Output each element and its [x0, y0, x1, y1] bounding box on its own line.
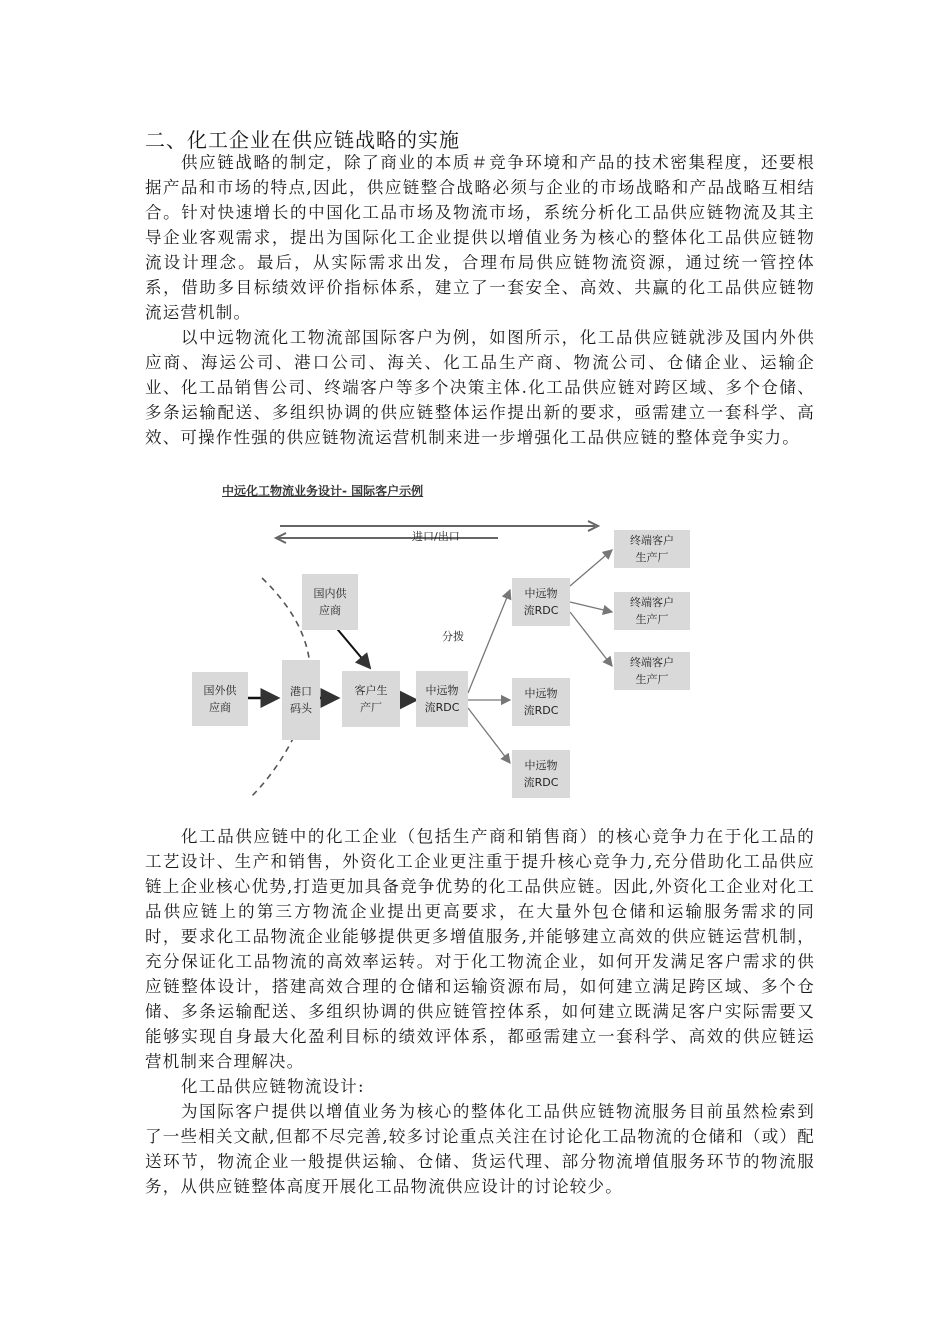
arrow-to-end-customer-3 — [570, 612, 612, 666]
paragraph-design-discussion: 为国际客户提供以增值业务为核心的整体化工品供应链物流服务目前虽然检索到了一些相关文献,但都不尽完善,较多讨论重点关注在讨论化工品物流的仓储和（或）配送环节，物流企业一般提供运输、仓储、货运代理、部分物流增值服务环节的物流服务，从供应链整体高度开展化工品物流供应设计的讨论较少。 — [145, 1102, 815, 1196]
node-end-customer-3: 终端客户 生产厂 — [614, 652, 690, 690]
diagram-title: 中远化工物流业务设计- 国际客户示例 — [222, 484, 424, 498]
node-rdc-bottom: 中远物 流RDC — [512, 750, 570, 798]
node-foreign-supplier: 国外供 应商 — [192, 672, 248, 726]
arrow-rdc-to-rdc-top — [468, 590, 510, 693]
node-rdc-top: 中远物 流RDC — [512, 578, 570, 626]
paragraph-strategy: 供应链战略的制定，除了商业的本质＃竞争环境和产品的技术密集程度，还要根据产品和市场的特点,因此，供应链整合战略必须与企业的市场战略和产品战略互相结合。针对快速增长的中国化工品市场及物流市场，系统分析化工品供应链物流及其主导企业客观需求，提出为国际化工企业提供以增值业务为核心的整体化工品供应链物流设计理念。最后，从实际需求出发，合理布局供应链物流资源，通过统一管控体系，借助多目标绩效评价指标体系，建立了一套安全、高效、共赢的化工品供应链物流运营机制。 — [145, 153, 815, 322]
allocation-label: 分拨 — [442, 630, 464, 643]
node-rdc-main: 中远物 流RDC — [416, 671, 468, 727]
arrow-rdc-to-rdc-bottom — [468, 708, 510, 763]
node-domestic-supplier: 国内供 应商 — [302, 574, 358, 630]
section-heading: 二、化工企业在供应链战略的实施 — [145, 128, 460, 152]
supply-chain-diagram — [180, 478, 740, 808]
node-end-customer-2: 终端客户 生产厂 — [614, 592, 690, 630]
node-rdc-mid: 中远物 流RDC — [512, 678, 570, 726]
node-port-terminal: 港口 码头 — [282, 660, 320, 740]
arrow-to-end-customer-2 — [570, 602, 612, 612]
node-end-customer-1: 终端客户 生产厂 — [614, 530, 690, 568]
node-customer-factory: 客户生 产厂 — [342, 671, 400, 727]
paragraph-core-competence: 化工品供应链中的化工企业（包括生产商和销售商）的核心竞争力在于化工品的工艺设计、生产和销售，外资化工企业更注重于提升核心竞争力,充分借助化工品供应链上企业核心优势,打造更加具备竞争优势的化工品供应链。因此,外资化工企业对化工品供应链上的第三方物流企业提出更高要求，在大量外包仓储和运输服务需求的同时，要求化工品物流企业能够提供更多增值服务,并能够建立高效的供应链运营机制，充分保证化工品物流的高效率运转。对于化工物流企业，如何开发满足客户需求的供应链整体设计，搭建高效合理的仓储和运输资源布局，如何建立满足跨区域、多个仓储、多条运输配送、多组织协调的供应链管控体系，如何建立既满足客户实际需要又能够实现自身最大化盈利目标的绩效评体系，都亟需建立一套科学、高效的供应链运营机制来合理解决。 — [145, 827, 815, 1071]
import-export-label: 进口/出口 — [412, 530, 460, 543]
paragraph-cosco-example: 以中远物流化工物流部国际客户为例，如图所示，化工品供应链就涉及国内外供应商、海运公司、港口公司、海关、化工品生产商、物流公司、仓储企业、运输企业、化工品销售公司、终端客户等多个决策主体.化工品供应链对跨区域、多个仓储、多条运输配送、多组织协调的供应链整体运作提出新的要求，亟需建立一套科学、高效、可操作性强的供应链物流运营机制来进一步增强化工品供应链的整体竞争实力。 — [145, 328, 815, 447]
paragraph-design-heading: 化工品供应链物流设计: — [181, 1077, 365, 1096]
arrow-to-end-customer-1 — [570, 550, 612, 586]
